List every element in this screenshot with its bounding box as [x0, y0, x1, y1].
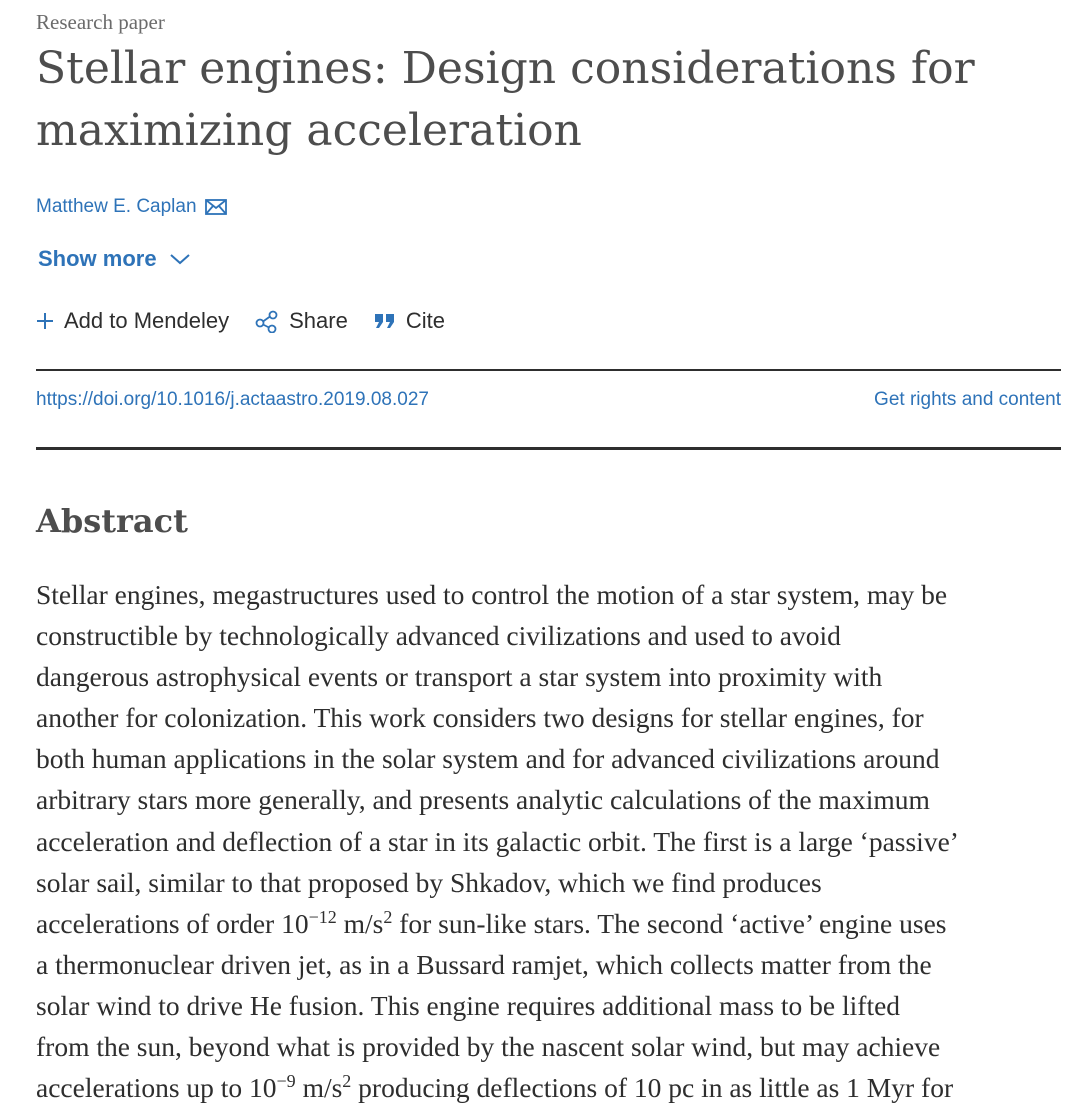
plus-icon [36, 312, 54, 330]
abstract-line: another for colonization. This work considers two designs for stellar engines, for [36, 702, 924, 734]
abstract-line: both human applications in the solar system and for advanced civilizations around [36, 743, 940, 775]
doi-link[interactable]: https://doi.org/10.1016/j.actaastro.2019.08.027 [36, 389, 429, 410]
show-more-button[interactable] [38, 246, 191, 272]
cite-button[interactable] [374, 308, 445, 334]
abstract-line: from the sun, beyond what is provided by the nascent solar wind, but may achieve [36, 1031, 941, 1063]
unit: m/s [295, 1072, 343, 1104]
abstract-line: arbitrary stars more generally, and presents analytic calculations of the maximum [36, 784, 930, 816]
author-link[interactable]: Matthew E. Caplan [36, 196, 197, 217]
chevron-down-icon [169, 252, 191, 266]
abstract-line: solar sail, similar to that proposed by Shkadov, which we find produces [36, 866, 822, 898]
abstract-line [36, 903, 1076, 944]
show-more-label: Show more [38, 246, 157, 271]
abstract-heading: Abstract [36, 502, 188, 540]
divider [36, 369, 1061, 371]
abstract-line: Stellar engines, megastructures used to control the motion of a star system, may be [36, 579, 948, 610]
add-to-mendeley-label: Add to Mendeley [64, 308, 230, 333]
abstract-line: solar wind to drive He fusion. This engine requires additional mass to be lifted [36, 989, 901, 1021]
line-text: accelerations of order 10 [36, 907, 309, 939]
mail-icon[interactable] [205, 199, 227, 215]
unit-exponent: 2 [383, 906, 393, 927]
article-type-label: Research paper [36, 10, 165, 34]
abstract-line: a thermonuclear driven jet, as in a Bussard ramjet, which collects matter from the [36, 948, 932, 980]
abstract-line: constructible by technologically advanced civilizations and used to avoid [36, 620, 841, 652]
abstract-line: acceleration and deflection of a star in its galactic orbit. The first is a large ‘passive’ [36, 825, 959, 857]
abstract-line [36, 1067, 1076, 1108]
action-bar [36, 308, 445, 334]
line-text: producing deflections of 10 pc in as little as 1 Myr for [351, 1072, 954, 1104]
share-label: Share [289, 308, 348, 333]
divider-thick [36, 447, 1061, 450]
add-to-mendeley-button[interactable] [36, 308, 229, 334]
share-button[interactable] [255, 308, 348, 334]
unit: m/s [336, 907, 384, 939]
exponent: −9 [276, 1070, 296, 1091]
abstract-line: dangerous astrophysical events or transport a star system into proximity with [36, 661, 883, 693]
abstract-text [36, 574, 1076, 1108]
unit-exponent: 2 [342, 1070, 352, 1091]
quote-icon [374, 312, 396, 330]
exponent: −12 [308, 906, 337, 927]
get-rights-link[interactable]: Get rights and content [874, 389, 1061, 410]
line-text: for sun-like stars. The second ‘active’ engine uses [392, 907, 947, 939]
author-row [36, 196, 227, 218]
cite-label: Cite [405, 308, 445, 333]
share-icon [255, 309, 279, 333]
line-text: accelerations up to 10 [36, 1072, 277, 1104]
article-title: Stellar engines: Design considerations for maximizing acceleration [36, 43, 975, 156]
